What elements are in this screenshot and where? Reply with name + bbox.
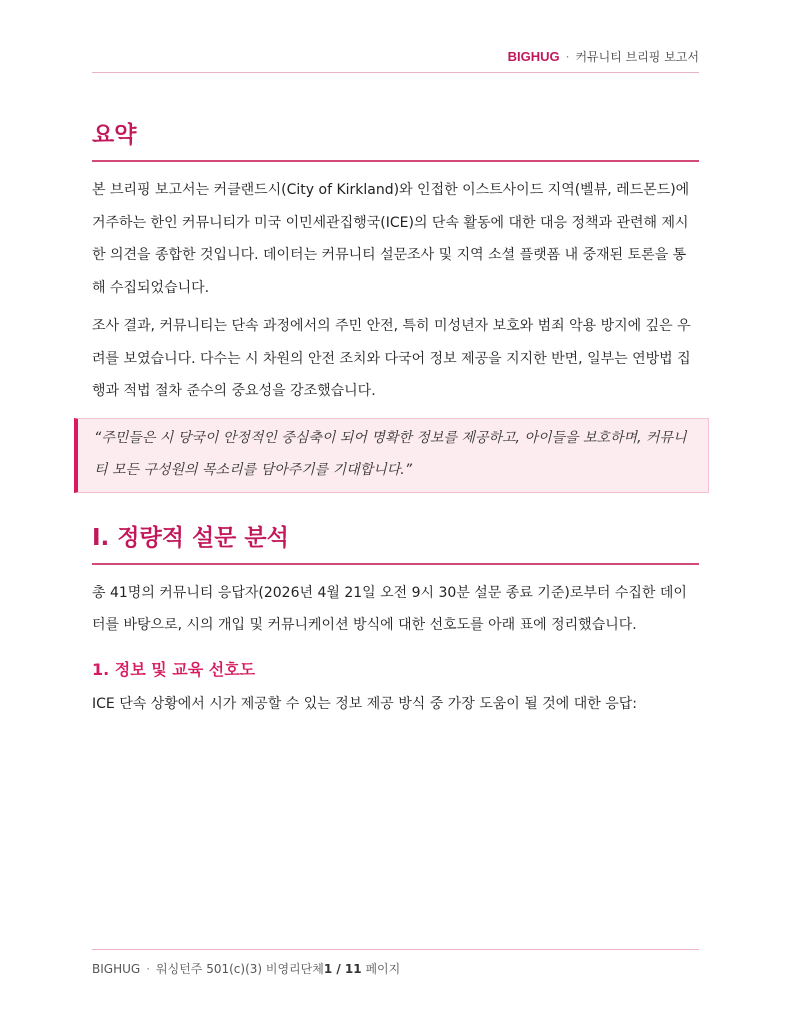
footer-separator: · <box>146 962 151 976</box>
summary-paragraph-2: 조사 결과, 커뮤니티는 단속 과정에서의 주민 안전, 특히 미성년자 보호와 범죄 악용 방지에 깊은 우려를 보였습니다. 다수는 시 차원의 안전 조치와 다국어 정보 제공을 지지한 반면, 일부는 연방법 집행과 적법 절차 준수의 중요성을 강조했습니다. <box>92 318 691 399</box>
header-brand: BIGHUG <box>507 49 560 64</box>
subsection-paragraph: ICE 단속 상황에서 시가 제공할 수 있는 정보 제공 방식 중 가장 도움이 될 것에 대한 응답: <box>92 695 637 712</box>
header-separator: · <box>565 50 570 64</box>
footer-description: 워싱턴주 501(c)(3) 비영리단체 <box>156 962 324 976</box>
document-body <box>92 100 699 726</box>
page-header <box>92 40 699 73</box>
page-footer <box>92 949 699 978</box>
section1-paragraph: 총 41명의 커뮤니티 응답자(2026년 4월 21일 오전 9시 30분 설문 종료 기준)로부터 수집한 데이터를 바탕으로, 시의 개입 및 커뮤니케이션 방식에 대한 선호도를 아래 표에 정리했습니다. <box>92 584 687 633</box>
header-title: 커뮤니티 브리핑 보고서 <box>575 50 699 64</box>
footer-page-suffix: 페이지 <box>361 962 401 976</box>
summary-paragraph-1: 본 브리핑 보고서는 커클랜드시(City of Kirkland)와 인접한 이스트사이드 지역(벨뷰, 레드몬드)에 거주하는 한인 커뮤니티가 미국 이민세관집행국(ICE)의 단속 활동에 대한 대응 정책과 관련해 제시한 의견을 종합한 것입니다. 데이터는 커뮤니티 설문조사 및 지역 소셜 플랫폼 내 중재된 토론을 통해 수집되었습니다. <box>92 182 690 296</box>
subsection-title: 1. 정보 및 교육 선호도 <box>92 659 256 679</box>
summary-quote: “주민들은 시 당국이 안정적인 중심축이 되어 명확한 정보를 제공하고, 아이들을 보호하며, 커뮤니티 모든 구성원의 목소리를 담아주기를 기대합니다.” <box>74 418 709 493</box>
footer-page-number: 1 / 11 <box>323 962 362 976</box>
summary-title: 요약 <box>92 120 699 162</box>
section1-title: I. 정량적 설문 분석 <box>92 523 699 565</box>
footer-org: BIGHUG <box>92 962 141 976</box>
